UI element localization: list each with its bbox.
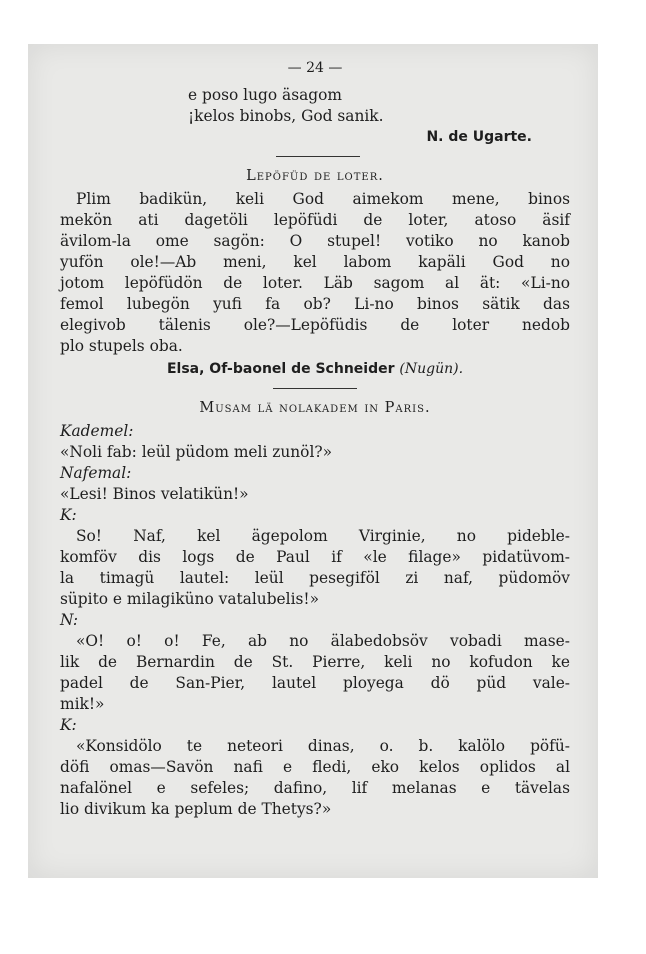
author-signature: N. de Ugarte. — [426, 129, 532, 145]
text-line: süpito e milagiküno vatalubelis!» — [60, 590, 319, 608]
dialogue-block — [60, 526, 570, 610]
text-line: nafalönel e sefeles; dafino, lif melanas e tävelas — [60, 779, 570, 797]
byline-name: Elsa, Of-baonel de Schneider — [166, 361, 395, 377]
text-line: döfi omas—Savön nafi e fledi, eko kelos oplidos al — [60, 758, 570, 776]
text-line: «O! o! o! Fe, ab no älabedobsöv vobadi mase- — [76, 632, 570, 650]
dialogue-line: «Lesi! Binos velatikün!» — [60, 485, 249, 503]
text-line: femol lubegön yufi fa ob? Li-no binos sätik das — [60, 295, 570, 313]
paragraph-lepofud — [60, 189, 570, 357]
page-number: — 24 — — [287, 60, 343, 76]
text-line: jotom lepöfüdön de loter. Läb sagom al ät: «Li-no — [60, 274, 570, 292]
text-line: komföv dis logs de Paul if «le filage» pidatüvom- — [60, 548, 570, 566]
speaker-label: N: — [60, 611, 79, 629]
section-heading: Musam lä nolakadem in Paris. — [199, 400, 431, 416]
byline-pseudonym: (Nugün). — [399, 361, 464, 377]
verse-line: e poso lugo äsagom — [188, 86, 342, 104]
text-line: «Konsidölo te neteori dinas, o. b. kalölo pöfü- — [76, 737, 570, 755]
text-line: mekön ati dagetöli lepöfüdi de loter, atoso äsif — [60, 211, 570, 229]
byline — [60, 359, 570, 380]
section-heading: Lepöfüd de loter. — [246, 168, 384, 184]
text-line: mik!» — [60, 695, 105, 713]
text-line: plo stupels oba. — [60, 337, 183, 355]
speaker-label: Nafemal: — [60, 464, 132, 482]
text-line: So! Naf, kel ägepolom Virginie, no pideble- — [76, 527, 570, 545]
speaker-label: K: — [60, 506, 77, 524]
section-divider — [276, 156, 360, 157]
text-line: elegivob tälenis ole?—Lepöfüdis de loter nedob — [60, 316, 570, 334]
document-page — [60, 58, 570, 820]
dialogue-block — [60, 631, 570, 715]
text-line: lik de Bernardin de St. Pierre, keli no kofudon ke — [60, 653, 570, 671]
text-line: yufön ole!—Ab meni, kel labom kapäli God no — [60, 253, 570, 271]
text-line: Plim badikün, keli God aimekom mene, binos — [76, 190, 570, 208]
verse-ending — [60, 85, 570, 127]
text-line: padel de San-Pier, lautel ployega dö püd vale- — [60, 674, 570, 692]
speaker-label: Kademel: — [60, 422, 134, 440]
dialogue-line: «Noli fab: leül püdom meli zunöl?» — [60, 443, 333, 461]
verse-line: ¡kelos binobs, God sanik. — [188, 107, 384, 125]
text-line: la timagü lautel: leül pesegiföl zi naf, püdomöv — [60, 569, 570, 587]
dialogue-block — [60, 736, 570, 820]
section-divider — [273, 388, 357, 389]
text-line: lio divikum ka peplum de Thetys?» — [60, 800, 332, 818]
text-line: ävilom-la ome sagön: O stupel! votiko no kanob — [60, 232, 570, 250]
dialogue — [60, 421, 570, 820]
speaker-label: K: — [60, 716, 77, 734]
